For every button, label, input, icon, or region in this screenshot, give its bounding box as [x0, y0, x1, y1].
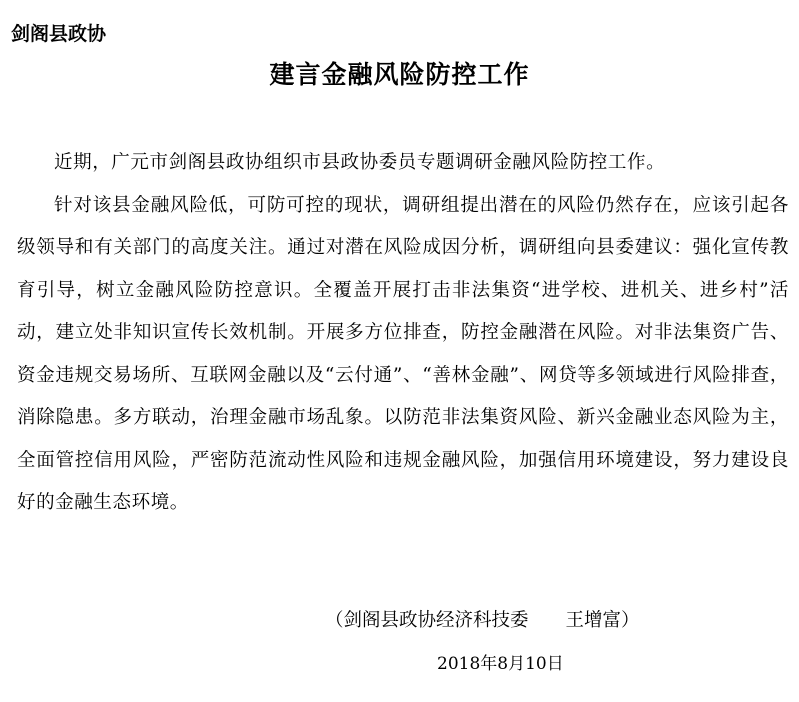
paragraph-intro: 近期，广元市剑阁县政协组织市县政协委员专题调研金融风险防控工作。	[54, 152, 666, 173]
author-signature: （剑阁县政协经济科技委 王增富）	[325, 610, 640, 631]
publish-date: 2018年8月10日	[437, 654, 564, 674]
paragraph-main: 针对该县金融风险低，可防可控的现状，调研组提出潜在的风险仍然存在，应该引起各级领导和有关部门的高度关注。通过对潜在风险成因分析，调研组向县委建议：强化宣传教育引导，树立金融风险防控意识。全覆盖开展打击非法集资“进学校、进机关、进乡村”活动，建立处非知识宣传长效机制。开展多方位排查，防控金融潜在风险。对非法集资广告、资金违规交易场所、互联网金融以及“云付通”、“善林金融”、网贷等多领域进行风险排查，消除隐患。多方联动，治理金融市场乱象。以防范非法集资风险、新兴金融业态风险为主，全面管控信用风险，严密防范流动性风险和违规金融风险，加强信用环境建设，努力建设良好的金融生态环境。	[17, 194, 789, 513]
organization-name: 剑阁县政协	[11, 23, 107, 45]
article-title: 建言金融风险防控工作	[269, 60, 530, 89]
article-body	[17, 142, 789, 525]
